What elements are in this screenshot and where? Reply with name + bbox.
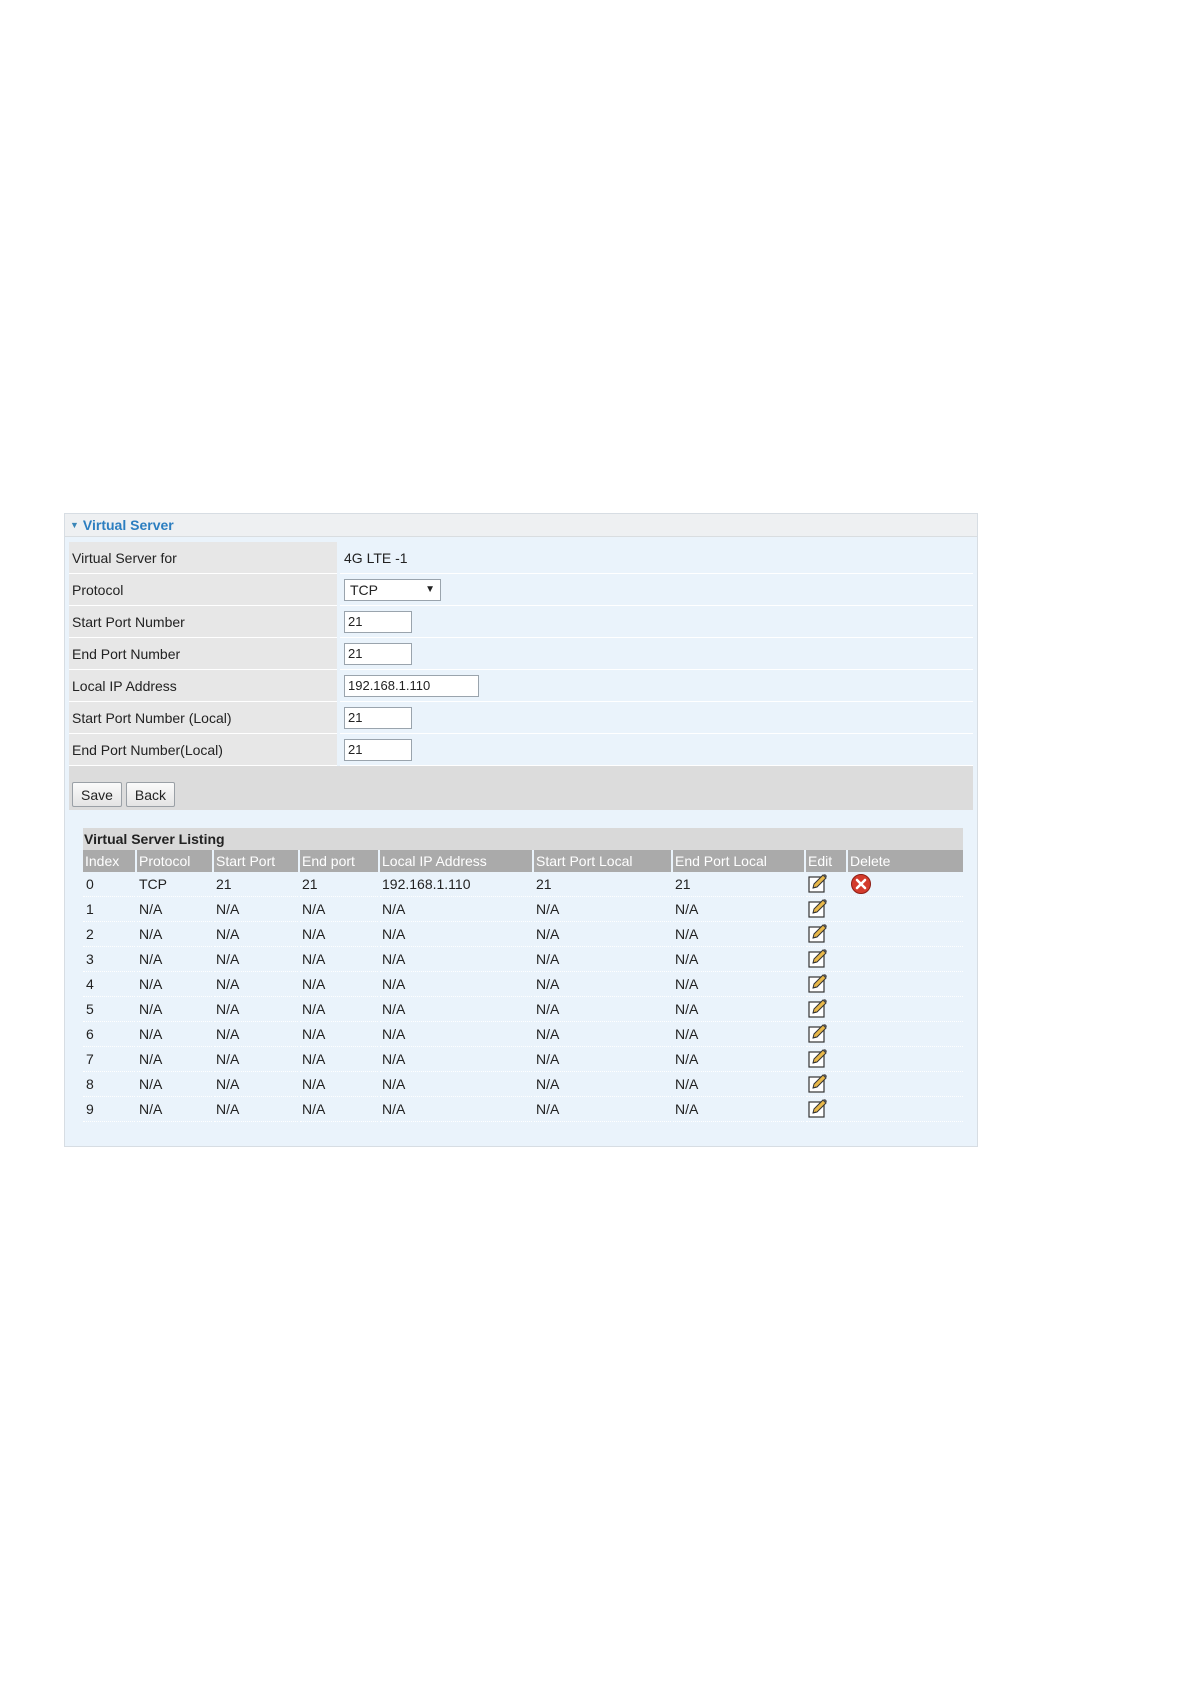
table-row — [83, 1047, 963, 1072]
end-port-local-input[interactable] — [344, 739, 412, 761]
col-start-port-local: Start Port Local — [534, 850, 671, 872]
cell-local-ip: N/A — [380, 1047, 532, 1072]
edit-icon[interactable] — [808, 924, 828, 944]
save-button[interactable]: Save — [72, 782, 122, 807]
table-row — [83, 872, 963, 897]
virtual-server-for-value-cell — [340, 542, 973, 574]
virtual-server-listing — [83, 828, 963, 1122]
cell-index: 1 — [83, 897, 135, 922]
cell-end-port: N/A — [300, 947, 378, 972]
collapse-triangle-icon[interactable]: ▼ — [70, 520, 79, 530]
end-port-value-cell — [340, 638, 973, 670]
cell-delete — [848, 1072, 963, 1097]
table-row — [83, 972, 963, 997]
button-bar — [69, 766, 973, 810]
col-index: Index — [83, 850, 135, 872]
protocol-label: Protocol — [69, 574, 337, 606]
cell-index: 6 — [83, 1022, 135, 1047]
form-row-end-port-local — [69, 734, 973, 766]
cell-edit — [806, 1072, 846, 1097]
cell-delete — [848, 947, 963, 972]
cell-protocol: N/A — [137, 922, 212, 947]
cell-protocol: N/A — [137, 1097, 212, 1122]
cell-start-port-local: N/A — [534, 922, 671, 947]
cell-index: 7 — [83, 1047, 135, 1072]
panel-header[interactable] — [65, 514, 977, 537]
table-row — [83, 997, 963, 1022]
col-protocol: Protocol — [137, 850, 212, 872]
cell-start-port-local: N/A — [534, 997, 671, 1022]
table-row — [83, 922, 963, 947]
cell-delete — [848, 972, 963, 997]
listing-header-row — [83, 850, 963, 872]
cell-end-port: 21 — [300, 872, 378, 897]
cell-end-port-local: N/A — [673, 922, 804, 947]
table-row — [83, 897, 963, 922]
edit-icon[interactable] — [808, 974, 828, 994]
cell-delete — [848, 1097, 963, 1122]
edit-icon[interactable] — [808, 1099, 828, 1119]
col-end-port: End port — [300, 850, 378, 872]
cell-protocol: N/A — [137, 897, 212, 922]
col-delete: Delete — [848, 850, 963, 872]
col-end-port-local: End Port Local — [673, 850, 804, 872]
cell-start-port: N/A — [214, 1047, 298, 1072]
cell-edit — [806, 1047, 846, 1072]
start-port-local-label: Start Port Number (Local) — [69, 702, 337, 734]
cell-edit — [806, 972, 846, 997]
start-port-label: Start Port Number — [69, 606, 337, 638]
protocol-select-value: TCP — [350, 581, 378, 598]
cell-protocol: N/A — [137, 1072, 212, 1097]
listing-table — [81, 850, 965, 1122]
cell-end-port-local: N/A — [673, 947, 804, 972]
edit-icon[interactable] — [808, 874, 828, 894]
cell-index: 2 — [83, 922, 135, 947]
cell-start-port-local: N/A — [534, 972, 671, 997]
cell-start-port-local: N/A — [534, 897, 671, 922]
cell-end-port-local: N/A — [673, 972, 804, 997]
cell-end-port-local: N/A — [673, 1097, 804, 1122]
cell-protocol: N/A — [137, 997, 212, 1022]
cell-end-port: N/A — [300, 922, 378, 947]
cell-delete — [848, 897, 963, 922]
cell-local-ip: N/A — [380, 947, 532, 972]
virtual-server-panel — [64, 513, 978, 1147]
cell-start-port-local: N/A — [534, 1047, 671, 1072]
local-ip-value-cell — [340, 670, 973, 702]
cell-start-port: 21 — [214, 872, 298, 897]
end-port-local-value-cell — [340, 734, 973, 766]
cell-index: 5 — [83, 997, 135, 1022]
cell-end-port-local: N/A — [673, 1047, 804, 1072]
cell-local-ip: 192.168.1.110 — [380, 872, 532, 897]
cell-start-port: N/A — [214, 947, 298, 972]
panel-title: Virtual Server — [82, 517, 174, 533]
local-ip-input[interactable] — [344, 675, 479, 697]
edit-icon[interactable] — [808, 1024, 828, 1044]
cell-end-port: N/A — [300, 997, 378, 1022]
cell-end-port: N/A — [300, 1097, 378, 1122]
protocol-select[interactable] — [344, 579, 441, 601]
delete-icon[interactable] — [850, 873, 872, 895]
cell-end-port: N/A — [300, 1047, 378, 1072]
cell-local-ip: N/A — [380, 1097, 532, 1122]
table-row — [83, 1072, 963, 1097]
table-row — [83, 947, 963, 972]
cell-delete — [848, 922, 963, 947]
edit-icon[interactable] — [808, 999, 828, 1019]
form-row-start-port — [69, 606, 973, 638]
cell-protocol: N/A — [137, 1022, 212, 1047]
cell-edit — [806, 897, 846, 922]
cell-delete — [848, 1047, 963, 1072]
cell-local-ip: N/A — [380, 972, 532, 997]
cell-start-port: N/A — [214, 1022, 298, 1047]
cell-index: 3 — [83, 947, 135, 972]
cell-index: 9 — [83, 1097, 135, 1122]
cell-local-ip: N/A — [380, 1022, 532, 1047]
cell-end-port-local: N/A — [673, 1022, 804, 1047]
local-ip-label: Local IP Address — [69, 670, 337, 702]
cell-end-port-local: N/A — [673, 997, 804, 1022]
cell-edit — [806, 872, 846, 897]
col-start-port: Start Port — [214, 850, 298, 872]
cell-start-port-local: 21 — [534, 872, 671, 897]
form-row-start-port-local — [69, 702, 973, 734]
cell-end-port: N/A — [300, 1072, 378, 1097]
cell-index: 0 — [83, 872, 135, 897]
cell-local-ip: N/A — [380, 922, 532, 947]
cell-delete — [848, 872, 963, 897]
cell-start-port: N/A — [214, 972, 298, 997]
col-edit: Edit — [806, 850, 846, 872]
cell-delete — [848, 1022, 963, 1047]
cell-end-port: N/A — [300, 1022, 378, 1047]
cell-start-port: N/A — [214, 922, 298, 947]
start-port-value-cell — [340, 606, 973, 638]
cell-edit — [806, 922, 846, 947]
cell-edit — [806, 1022, 846, 1047]
dropdown-arrow-icon: ▼ — [425, 584, 435, 595]
cell-edit — [806, 947, 846, 972]
cell-start-port-local: N/A — [534, 947, 671, 972]
cell-end-port-local: N/A — [673, 897, 804, 922]
virtual-server-for-label: Virtual Server for — [69, 542, 337, 574]
table-row — [83, 1022, 963, 1047]
end-port-input[interactable] — [344, 643, 412, 665]
cell-protocol: TCP — [137, 872, 212, 897]
back-button[interactable]: Back — [126, 782, 175, 807]
start-port-local-input[interactable] — [344, 707, 412, 729]
cell-index: 4 — [83, 972, 135, 997]
col-local-ip: Local IP Address — [380, 850, 532, 872]
cell-start-port-local: N/A — [534, 1022, 671, 1047]
table-row — [83, 1097, 963, 1122]
cell-start-port: N/A — [214, 897, 298, 922]
form-row-end-port — [69, 638, 973, 670]
cell-edit — [806, 1097, 846, 1122]
cell-end-port-local: N/A — [673, 1072, 804, 1097]
cell-index: 8 — [83, 1072, 135, 1097]
cell-edit — [806, 997, 846, 1022]
cell-start-port-local: N/A — [534, 1097, 671, 1122]
edit-icon[interactable] — [808, 899, 828, 919]
start-port-local-value-cell — [340, 702, 973, 734]
virtual-server-for-value: 4G LTE -1 — [344, 549, 408, 566]
end-port-label: End Port Number — [69, 638, 337, 670]
start-port-input[interactable] — [344, 611, 412, 633]
cell-end-port: N/A — [300, 972, 378, 997]
cell-start-port: N/A — [214, 1072, 298, 1097]
form-row-virtual-server-for — [69, 542, 973, 574]
cell-local-ip: N/A — [380, 997, 532, 1022]
form-row-protocol — [69, 574, 973, 606]
listing-title: Virtual Server Listing — [83, 828, 963, 850]
edit-icon[interactable] — [808, 949, 828, 969]
cell-protocol: N/A — [137, 972, 212, 997]
cell-protocol: N/A — [137, 1047, 212, 1072]
end-port-local-label: End Port Number(Local) — [69, 734, 337, 766]
cell-start-port: N/A — [214, 1097, 298, 1122]
edit-icon[interactable] — [808, 1049, 828, 1069]
cell-end-port: N/A — [300, 897, 378, 922]
cell-end-port-local: 21 — [673, 872, 804, 897]
form-row-local-ip — [69, 670, 973, 702]
cell-local-ip: N/A — [380, 1072, 532, 1097]
listing-body — [83, 872, 963, 1122]
cell-start-port: N/A — [214, 997, 298, 1022]
cell-start-port-local: N/A — [534, 1072, 671, 1097]
cell-local-ip: N/A — [380, 897, 532, 922]
cell-delete — [848, 997, 963, 1022]
edit-icon[interactable] — [808, 1074, 828, 1094]
protocol-value-cell — [340, 574, 973, 606]
cell-protocol: N/A — [137, 947, 212, 972]
